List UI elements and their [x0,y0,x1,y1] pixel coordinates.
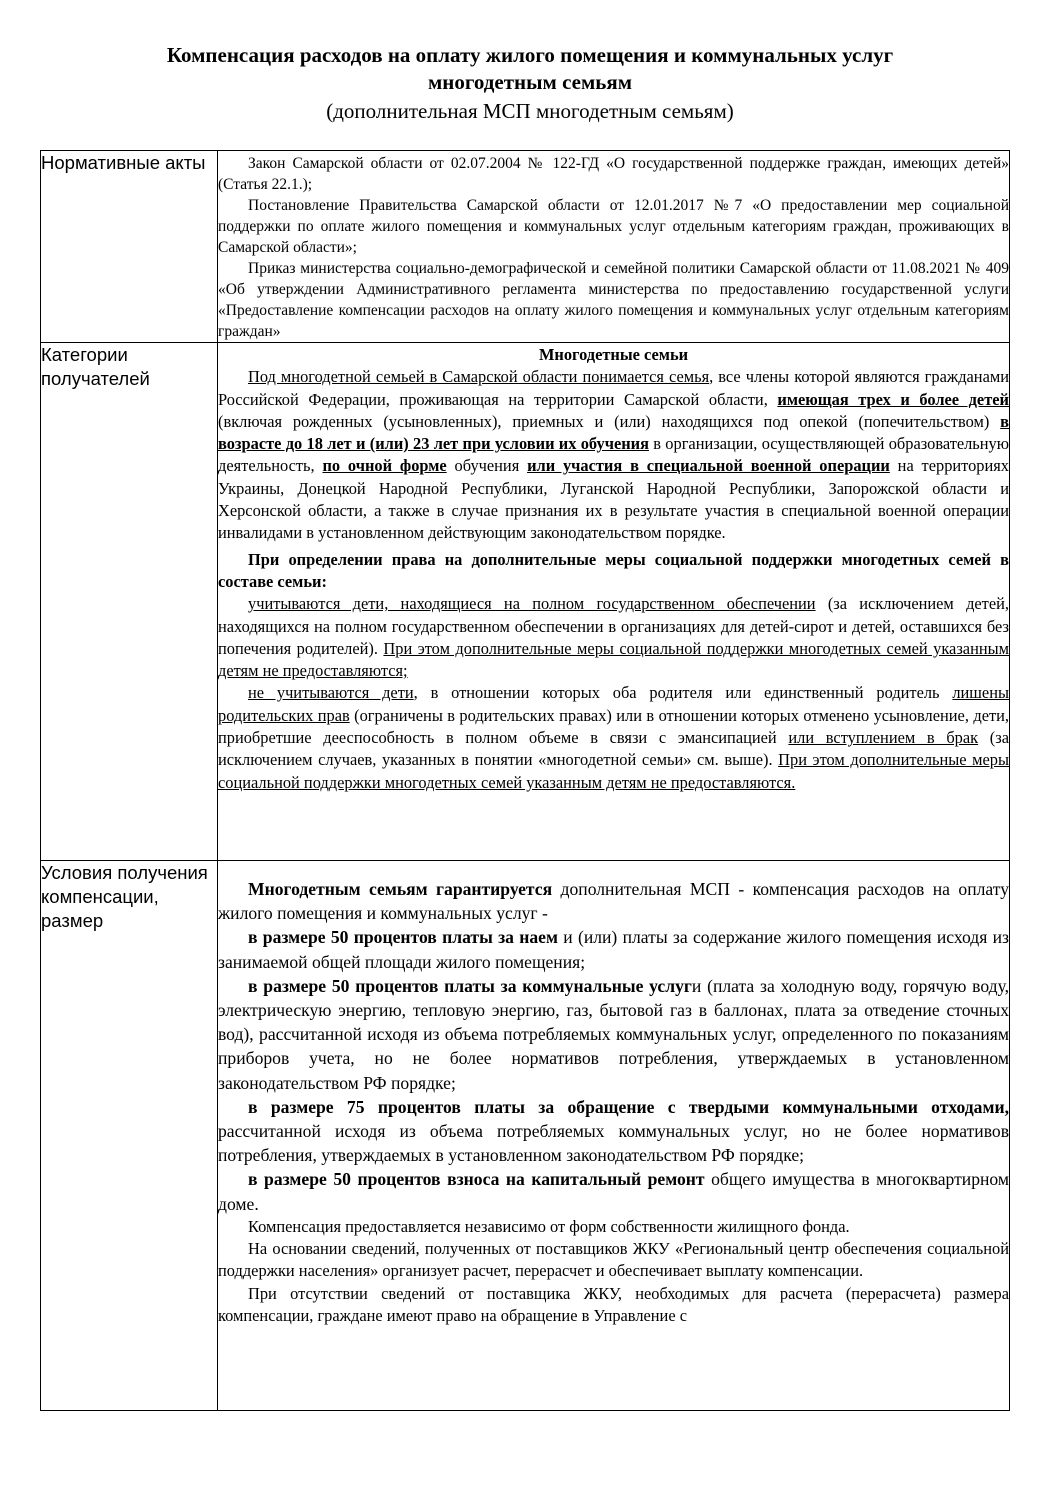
utilities-item: в размере 50 процентов платы за коммунальные услуги (плата за холодную воду, горячую воду, электрическую энергию, тепловую энергию, газ, бытовой газ в баллонах, плата за отведение сточных вод), рассчитанной исходя из объема потребляемых коммунальных услуг, определенного по показаниям приборов учета, но не более нормативов потребления, утверждаемых в установленном законодательством РФ порядке; [218,975,1010,1093]
recipient-categories-content [218,343,1010,861]
title-line-1: Компенсация расходов на оплату жилого помещения и коммунальных услуг [166,43,894,67]
label-recipient-categories: Категории получателей [41,343,218,861]
act-law: Закон Самарской области от 02.07.2004 № 122-ГД «О государственной поддержке граждан, имеющих детей» (Статья 22.1.); [218,155,1009,193]
row-normative-acts [41,151,1010,343]
label-normative-acts: Нормативные акты [41,151,218,343]
ownership-paragraph: Компенсация предоставляется независимо от форм собственности жилищного фонда. [248,1216,850,1236]
capital-repair-item: в размере 50 процентов взноса на капитальный ремонт общего имущества в многоквартирном доме. [218,1169,1009,1214]
waste-item: в размере 75 процентов платы за обращение с твердыми коммунальными отходами, рассчитанной исходя из объема потребляемых коммунальных услуг, но не более нормативов потребления, утверждаемых в установленном законодательством РФ порядке; [218,1096,1009,1166]
no-data-paragraph: При отсутствии сведений от поставщика ЖКУ, необходимых для расчета (перерасчета) размера компенсации, граждане имеют право на обращение в Управление с [218,1283,1009,1326]
info-table [40,150,1010,1411]
rent-item: в размере 50 процентов платы за наем и (или) платы за содержание жилого помещения исходя из занимаемой общей площади жилого помещения; [218,927,1009,972]
row-conditions [41,861,1010,1411]
act-resolution: Постановление Правительства Самарской области от 12.01.2017 №7 «О предоставлении мер социальной поддержки по оплате жилого помещения и коммунальных услуг отдельным категориям граждан, проживающих в Самарской области»; [218,197,1009,256]
not-counted-children-paragraph: не учитываются дети, в отношении которых оба родителя или единственный родитель лишены родительских прав (ограничены в родительских правах) или в отношении которых отменено усыновление, дети, приобретшие дееспособность в полном объеме в связи с эмансипацией или вступлением в брак (за исключением случаев, указанных в понятии «многодетной семьи» см. выше). При этом дополнительные меры социальной поддержки многодетных семей указанным детям не предоставляются. [218,683,1009,792]
categories-heading: Многодетные семьи [538,345,689,364]
calculation-paragraph: На основании сведений, полученных от поставщиков ЖКУ «Региональный центр обеспечения социальной поддержки населения» организует расчет, перерасчет и обеспечивает выплату компенсации. [218,1239,1009,1281]
conditions-content [218,861,1010,1411]
definition-paragraph: Под многодетной семьей в Самарской области понимается семья, все члены которой являются гражданами Российской Федерации, проживающая на территории Самарской области, имеющая трех и более детей (включая рожденных (усыновленных), приемных и (или) находящихся под опекой (попечительством) в возрасте до 18 лет и (или) 23 лет при условии их обучения в организации, осуществляющей образовательную деятельность, по очной форме обучения или участия в специальной военной операции на территориях Украины, Донецкой Народной Республики, Луганской Народной Республики, Запорожской области и Херсонской области, а также в случае признания их в результате участия в специальной военной операции инвалидами в установленном действующим законодательством порядке. [218,367,1010,543]
subtitle: (дополнительная МСП многодетным семьям) [326,99,734,123]
act-order: Приказ министерства социально-демографической и семейной политики Самарской области от 11.08.2021 № 409 «Об утверждении Административного регламента министерства по предоставлению государственной услуги «Предоставление компенсации расходов на оплату жилого помещения и коммунальных услуг отдельным категориям граждан» [218,260,1009,340]
label-conditions: Условия получения компенсации, размер [41,861,218,1411]
row-recipient-categories [41,343,1010,861]
counted-children-paragraph: учитываются дети, находящиеся на полном государственном обеспечении (за исключением детей, находящихся на полном государственном обеспечении в организациях для детей-сирот и детей, оставшихся без попечения родителей). При этом дополнительные меры социальной поддержки многодетных семей указанным детям не предоставляются; [218,594,1009,681]
guarantee-paragraph: Многодетным семьям гарантируется дополнительная МСП - компенсация расходов на оплату жилого помещения и коммунальных услуг - [218,879,1009,924]
title-line-2: многодетным семьям [427,70,633,94]
rule-heading: При определении права на дополнительные меры социальной поддержки многодетных семей в составе семьи: [218,549,1009,591]
normative-acts-content [218,151,1010,343]
